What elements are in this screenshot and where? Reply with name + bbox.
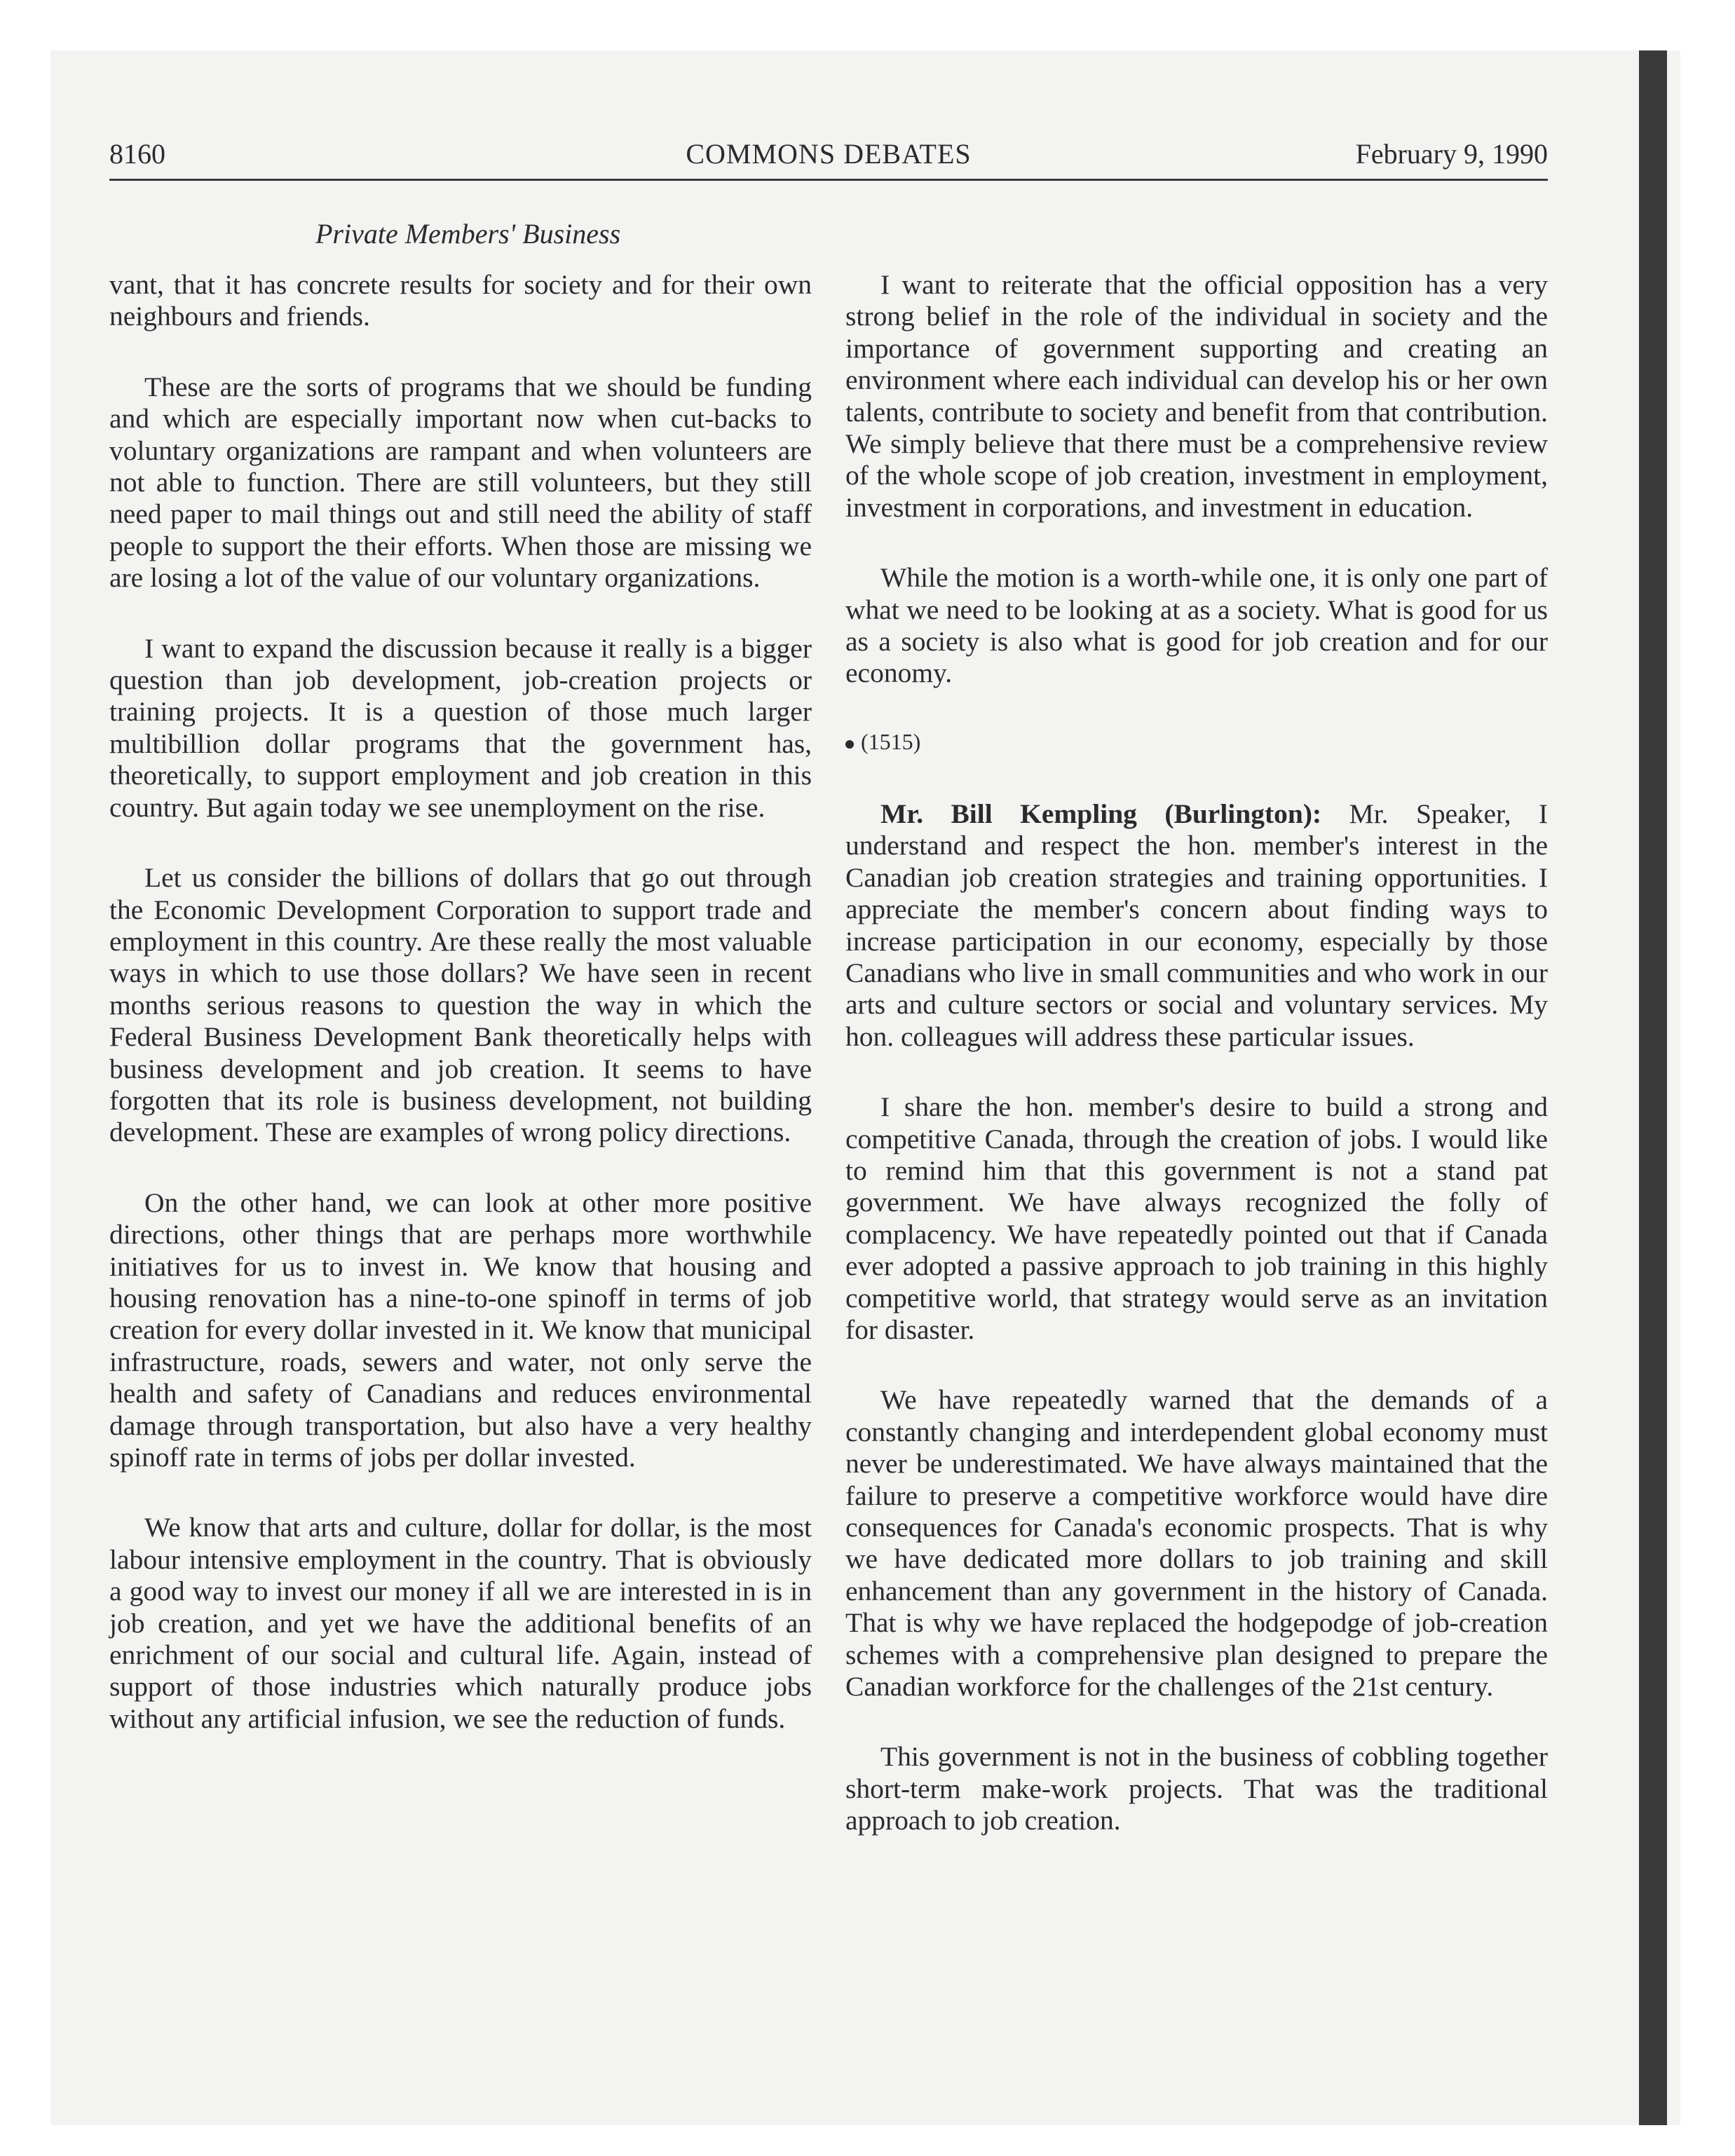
running-header	[109, 137, 1548, 179]
section-label: Private Members' Business	[315, 218, 621, 250]
header-rule	[109, 179, 1548, 181]
speech-paragraph	[845, 798, 1548, 1053]
paragraph: I share the hon. member's desire to build a strong and competitive Canada, through the creation of jobs. I would like to remind him that this government is not a stand pat government. We have always recognized the folly of complacency. We have repeatedly pointed out that if Canada ever adopted a passive approach to job training in this highly competitive world, that strategy would serve as an invitation for disaster.	[845, 1091, 1548, 1345]
issue-date: February 9, 1990	[1355, 138, 1548, 170]
timestamp	[845, 726, 1548, 758]
paragraph: I want to reiterate that the official opposition has a very strong belief in the role of the individual in society and the importance of government supporting and creating an environment where each individual can develop his or her own talents, contribute to society and benefit from that contribution. We simply believe that there must be a comprehensive review of the whole scope of job creation, investment in employment, investment in corporations, and investment in education.	[845, 269, 1548, 523]
left-column	[109, 269, 812, 1773]
speech-text: Mr. Speaker, I understand and respect the hon. member's interest in the Canadian job creation strategies and training opportunities. I appreciate the member's concern about finding ways to increase participation in our economy, especially by those Canadians who live in small communities and who work in our arts and culture sectors or social and voluntary services. My hon. colleagues will address these particular issues.	[845, 798, 1549, 1052]
paragraph: We know that arts and culture, dollar for dollar, is the most labour intensive employment in the country. That is obviously a good way to invest our money if all we are interested in is in job creation, and yet we have the additional benefits of an enrichment of our social and cultural life. Again, instead of support of those industries which naturally produce jobs without any artificial infusion, we see the reduction of funds.	[109, 1512, 812, 1734]
page-number: 8160	[109, 138, 165, 170]
paragraph: We have repeatedly warned that the demands of a constantly changing and interdependent global economy must never be underestimated. We have always maintained that the failure to preserve a competitive workforce would have dire consequences for Canada's economic prospects. That is why we have dedicated more dollars to job training and skill enhancement than any government in the history of Canada. That is why we have replaced the hodgepodge of job-creation schemes with a comprehensive plan designed to prepare the Canadian workforce for the challenges of the 21st century.	[845, 1384, 1548, 1703]
paragraph: I want to expand the discussion because it really is a bigger question than job development, job-creation projects or training projects. It is a question of those much larger multibillion dollar programs that the government has, theoretically, to support employment and job creation in this country. But again today we see unemployment on the rise.	[109, 632, 812, 823]
paragraph: vant, that it has concrete results for society and for their own neighbours and friends.	[109, 269, 812, 332]
publication-title: COMMONS DEBATES	[686, 138, 972, 170]
paragraph: Let us consider the billions of dollars that go out through the Economic Development Corporation to support trade and employment in this country. Are these really the most valuable ways in which to use those dollars? We have seen in recent months serious reasons to question the way in which the Federal Business Development Bank theoretically helps with business development and job creation. It seems to have forgotten that its role is business development, not building development. These are examples of wrong policy directions.	[109, 862, 812, 1148]
scan-edge-shadow	[1639, 50, 1667, 2125]
bullet-icon	[845, 740, 854, 749]
paragraph: These are the sorts of programs that we should be funding and which are especially important now when cut-backs to voluntary organizations are rampant and when volunteers are not able to function. There are still volunteers, but they still need paper to mail things out and still need the ability of staff people to support the their efforts. When those are missing we are losing a lot of the value of our voluntary organizations.	[109, 371, 812, 594]
right-column	[845, 269, 1548, 1876]
speaker-name: Mr. Bill Kempling (Burlington):	[880, 798, 1322, 829]
paragraph: This government is not in the business of cobbling together short-term make-work projects. That was the traditional approach to job creation.	[845, 1741, 1548, 1836]
paragraph: On the other hand, we can look at other more positive directions, other things that are perhaps more worthwhile initiatives for us to invest in. We know that housing and housing renovation has a nine-to-one spinoff in terms of job creation for every dollar invested in it. We know that municipal infrastructure, roads, sewers and water, not only serve the health and safety of Canadians and reduces environmental damage through transportation, but also have a very healthy spinoff rate in terms of jobs per dollar invested.	[109, 1187, 812, 1473]
timestamp-text: (1515)	[861, 728, 921, 754]
paragraph: While the motion is a worth-while one, it is only one part of what we need to be looking at as a society. What is good for us as a society is also what is good for job creation and for our economy.	[845, 562, 1548, 689]
